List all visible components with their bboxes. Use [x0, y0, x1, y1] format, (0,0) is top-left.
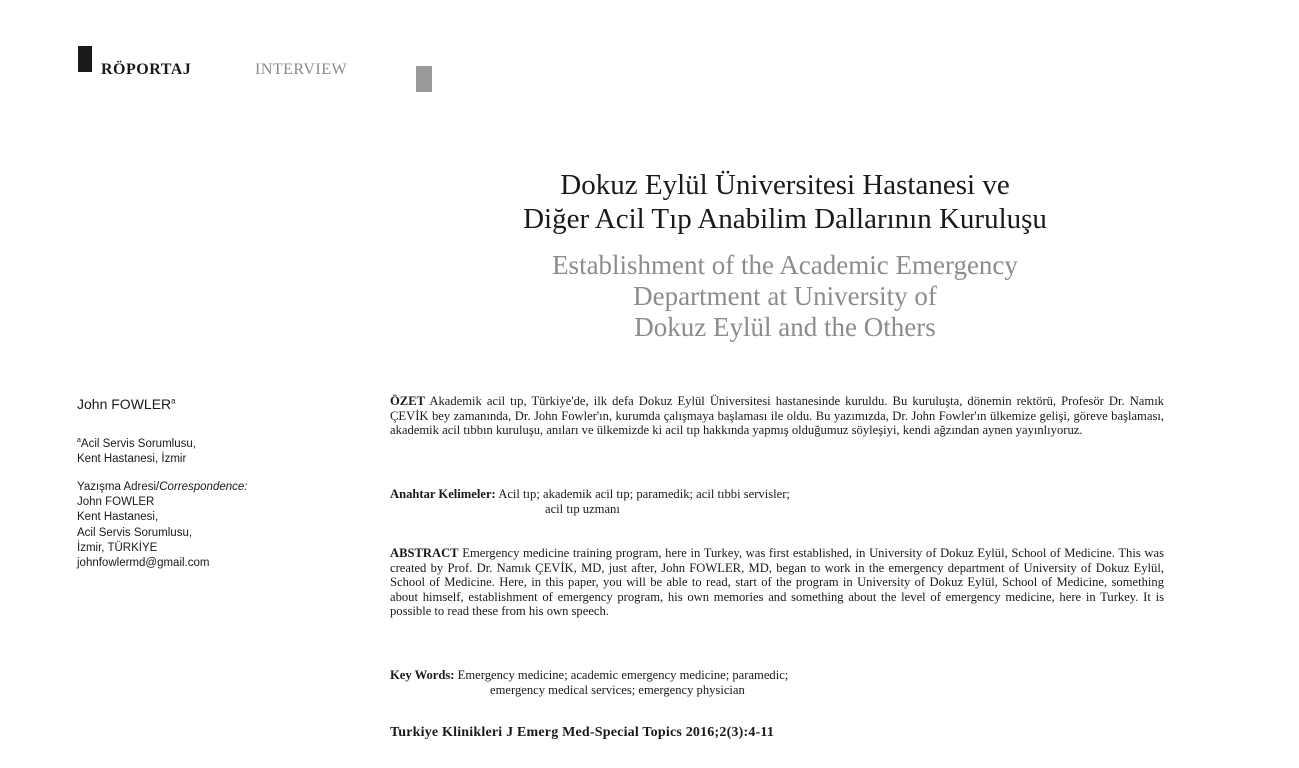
- section-marker-right: [416, 66, 432, 92]
- author-name: John FOWLER$^a$: [77, 396, 176, 412]
- author-affiliation: $^a$Acil Servis Sorumlusu, Kent Hastanesi, İzmir: [77, 437, 196, 465]
- title-en-line: Department at University of: [633, 281, 937, 311]
- title-tr-line: Dokuz Eylül Üniversitesi Hastanesi ve: [560, 169, 1010, 201]
- section-label-tr: RÖPORTAJ: [101, 61, 192, 78]
- title-tr-line: Diğer Acil Tıp Anabilim Dallarının Kuruluşu: [523, 203, 1047, 235]
- abstract-turkish: ÖZET Akademik acil tıp, Türkiye'de, ilk defa Dokuz Eylül Üniversitesi hastanesinde kuruldu. Bu kuruluşta, dönemin rektörü, Profesör Dr. Namık ÇEVİK bey zamanında, Dr. John Fowler'ın, kurumda çalışmaya başlaması ile oldu. Bu yazımızda, Dr. John Fowler'ın ülkemize gelişi, göreve başlaması, akademik acil tıbbın kuruluşu, anıları ve ülkemizde ki acil tıp hakkında yapmış olduğumuz söyleşiyi, kendi ağzından aynen yayınlıyoruz.: [390, 394, 1164, 438]
- keywords-turkish: Anahtar Kelimeler: Acil tıp; akademik acil tıp; paramedik; acil tıbbi servisler; acil tıp uzmanı: [390, 487, 790, 516]
- journal-citation: Turkiye Klinikleri J Emerg Med-Special Topics 2016;2(3):4-11: [390, 725, 775, 740]
- correspondence-block: Yazışma Adresi/Correspondence: John FOWLER Kent Hastanesi, Acil Servis Sorumlusu, İzmir, TÜRKİYE johnfowlermd@gmail.com: [77, 480, 247, 571]
- title-turkish: [380, 168, 1190, 236]
- correspondence-email[interactable]: johnfowlermd@gmail.com: [77, 557, 210, 570]
- abstract-english: ABSTRACT Emergency medicine training program, here in Turkey, was first established, in University of Dokuz Eylül, School of Medicine. This was created by Prof. Dr. Namık ÇEVİK, MD, just after, John FOWLER, MD, began to work in the emergency department of University of Dokuz Eylül, School of Medicine. Here, in this paper, you will be able to read, start of the program in University of Dokuz Eylül, School of Medicine, something about himself, establishment of emergency program, his own memories and something about the level of emergency medicine, here in Turkey. It is possible to read these from his own speech.: [390, 546, 1164, 619]
- title-en-line: Establishment of the Academic Emergency: [552, 250, 1018, 280]
- section-label-en: INTERVIEW: [255, 61, 348, 78]
- keywords-english: Key Words: Emergency medicine; academic emergency medicine; paramedic; emergency medical services; emergency physician: [390, 668, 789, 697]
- section-marker-left: [78, 46, 92, 72]
- title-en-line: Dokuz Eylül and the Others: [634, 312, 936, 342]
- title-english: [380, 250, 1190, 343]
